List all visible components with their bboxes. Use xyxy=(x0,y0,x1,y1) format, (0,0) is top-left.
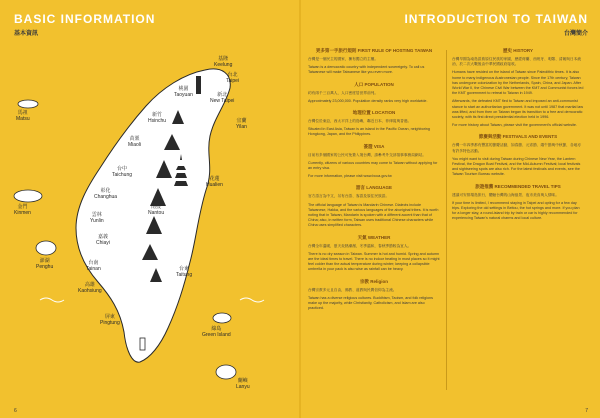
place-label: 彰化 Changhua xyxy=(94,188,118,200)
section xyxy=(308,110,440,138)
left-page-header xyxy=(14,12,155,37)
place-label: 雲林 Yunlin xyxy=(90,212,104,224)
place-label: 宜蘭 Yilan xyxy=(236,118,247,130)
text-column-left xyxy=(308,48,440,317)
section-title: 簽證 VISA xyxy=(363,143,385,149)
place-label: 台北 Taipei xyxy=(226,72,240,84)
section-title: 天氣 WEATHER xyxy=(357,234,391,240)
place-label: 花蓮 Hualien xyxy=(206,176,223,188)
section-title: 語言 LANGUAGE xyxy=(356,185,392,191)
section-title: 歷史 HISTORY xyxy=(502,48,533,53)
section-paragraph: 台灣全年溫暖，夏天炎熱潮濕，冬季溫和，春秋季節較為宜人。 xyxy=(308,243,412,248)
section-paragraph: 約有兩千三百萬人，人口密度居世界前列。 xyxy=(308,90,379,95)
place-label: 屏東 Pingtung xyxy=(100,314,120,326)
section xyxy=(452,134,584,177)
section-paragraph: Afterwards, the defeated KMT fled to Taiwan and imposed an anti-communist stance to start an authoritarian government. It was not until 1987 that martial law was lifted, and from then on Taiwan began its transition to a free and democratic society, with its first direct presidential election held in 1996. xyxy=(452,99,583,120)
section-title: 旅遊推薦 RECOMMENDED TRAVEL TIPS xyxy=(475,183,561,189)
section-title: 人口 POPULATION xyxy=(354,81,394,87)
section-paragraph: Currently, citizens of various countries may come to Taiwan without applying for an entry visa. xyxy=(308,160,438,171)
section-paragraph: 台灣位於東亞，西太平洋上的島嶼，鄰近日本、菲律賓與香港。 xyxy=(308,119,412,124)
section-paragraph: For more history about Taiwan, please visit the government's official website. xyxy=(452,123,577,128)
left-header-title: BASIC INFORMATION xyxy=(14,12,156,26)
section-title: 節慶與活動 FESTIVALS AND EVENTS xyxy=(478,134,558,140)
section xyxy=(308,235,440,273)
section-paragraph: 台灣一年四季都有豐富的節慶活動，如春節、元宵節、端午節與中秋節，各地亦有許多特色活動。 xyxy=(452,143,582,153)
page-gutter xyxy=(299,0,301,418)
section xyxy=(308,48,440,76)
column-divider xyxy=(446,50,447,390)
green-island xyxy=(213,313,231,323)
section-paragraph: Taiwan has a diverse religious cultures. Buddhism, Taoism, and folk religions make up the majority, while Christianity, Catholicism, and Islam are also practiced. xyxy=(308,295,433,311)
page-number-right: 7 xyxy=(585,408,588,414)
right-header-title: INTRODUCTION TO TAIWAN xyxy=(404,12,588,26)
section xyxy=(452,184,584,222)
section xyxy=(308,185,440,228)
taipei-101-building xyxy=(196,76,201,94)
section-paragraph: 台灣宗教多元且自由，佛教、道教與民間信仰為主流。 xyxy=(308,287,397,292)
lanyu-island xyxy=(216,365,236,379)
sea-wave-decoration xyxy=(40,298,64,302)
place-label: 嘉義 Chiayi xyxy=(96,234,110,246)
section-title: 更多第一手旅行規則 FIRST RULE OF HOSTING TAIWAN xyxy=(315,48,433,53)
section-paragraph: You might want to visit during Taiwan during Chinese New Year, the Lantern Festival, the Dragon Boat Festival, and the Mid-Autumn Festival; local festivals and sightseeing spots are also rich. For the latest festivals and events, see the Taiwan Tourism Bureau website. xyxy=(452,156,581,177)
sea-wave-decoration xyxy=(240,298,264,302)
section-paragraph: Situated in East Asia, Taiwan is an island in the Pacific Ocean, neighboring Hongkong, Japan, and the Philippines. xyxy=(308,127,430,137)
section-title: 地理位置 LOCATION xyxy=(352,110,396,116)
place-label: 澎湖 Penghu xyxy=(36,258,54,270)
section-paragraph: 台灣早期為南島語族原住民族的家園，歷經荷蘭、西班牙、明鄭、清朝與日本統治，於二次大戰後由中華民國政府接收。 xyxy=(452,57,582,67)
place-label: 苗栗 Miaoli xyxy=(128,136,142,148)
section xyxy=(452,48,584,128)
section-paragraph: There is no dry season in Taiwan. Summer is hot and humid. Spring and autumn are the ideal times to travel. There is no indoor heating in most places so it might feel colder than the actual temperature during winter; keeping a collapsible umbrella in your pack is also wise as rainfall can be heavy. xyxy=(308,251,440,272)
section-title: 宗教 Religion xyxy=(360,278,388,284)
section xyxy=(308,144,440,180)
penghu-island xyxy=(36,241,56,255)
place-label: 台中 Taichung xyxy=(112,166,133,178)
right-header-subtitle: 台灣簡介 xyxy=(563,31,588,37)
section-paragraph: 建議可安排環島旅行，體驗台灣的山海風景、夜市美食與人情味。 xyxy=(452,192,559,197)
section-paragraph: The official language of Taiwan is Mandarin Chinese. Dialects include Taiwanese, Hakka, and the various languages of the aboriginal tribes. It is worth noting that in Taiwan, Mandarin is spoken with a different accent than that of China; also, in written form, Taiwan uses traditional Chinese characters while China uses simplified characters. xyxy=(308,202,439,228)
place-label: 基隆 Keelung xyxy=(214,56,233,68)
kinmen-island xyxy=(14,190,42,202)
lighthouse-landmark xyxy=(140,338,145,350)
right-page-header xyxy=(404,12,588,37)
matsu-island xyxy=(18,100,38,108)
place-label: 台東 Taitung xyxy=(176,266,193,278)
place-label: 綠島 Green Island xyxy=(202,326,231,338)
left-header-subtitle: 基本資訊 xyxy=(14,31,39,37)
place-label: 新北 New Taipei xyxy=(210,92,235,104)
place-label: 南投 Nantou xyxy=(148,204,165,216)
place-label: 馬祖 Matsu xyxy=(16,110,30,122)
place-label: 蘭嶼 Lanyu xyxy=(236,378,250,390)
section-paragraph: 官方語言為中文，另有台語、客語及原住民族語。 xyxy=(308,194,390,199)
place-label: 高雄 Kaohsiung xyxy=(78,282,102,294)
section-paragraph: 目前有多個國家的公民可免簽入境台灣，請參考外交部領事事務局網站。 xyxy=(308,152,426,157)
section-paragraph: Taiwan is a democratic country with independent sovereignty. To call us Taiwanese will make Taiwanese like you even more. xyxy=(308,65,425,75)
text-column-right xyxy=(452,48,584,228)
section-paragraph: If your time is limited, I recommend staying in Taipei and opting for a few day trips. Exploring the old settings in Beitou, the hot springs and more. If you plan for a longer stay, a round-island trip by train or car is highly recommended for experiencing Taiwan's natural charms and local culture. xyxy=(452,200,580,221)
place-label: 桃園 Taoyuan xyxy=(174,86,193,98)
page-number-left: 6 xyxy=(14,408,17,414)
place-label: 台南 Tainan xyxy=(86,260,101,272)
section-paragraph: Approximately 23,000,000. Population density ranks very high worldwide. xyxy=(308,98,428,103)
section-paragraph: Humans have resided on the island of Taiwan since Paleolithic times. It is also home to many indigenous Austronesian people. Since the 17th century, Taiwan has undergone colonization by the Netherlands, Spain, China, and Japan. After World War II, the Chinese Civil War between the KMT and Communist forces led the KMT government to retreat to Taiwan in 1949. xyxy=(452,70,584,96)
section-paragraph: 台灣是一個民主的國家，擁有獨立的主權。 xyxy=(308,57,379,61)
section-paragraph: For more information, please visit www.boca.gov.tw xyxy=(308,174,392,179)
place-label: 金門 Kinmen xyxy=(14,204,31,216)
place-label: 新竹 Hsinchu xyxy=(148,112,167,124)
section xyxy=(308,279,440,312)
section xyxy=(308,82,440,104)
